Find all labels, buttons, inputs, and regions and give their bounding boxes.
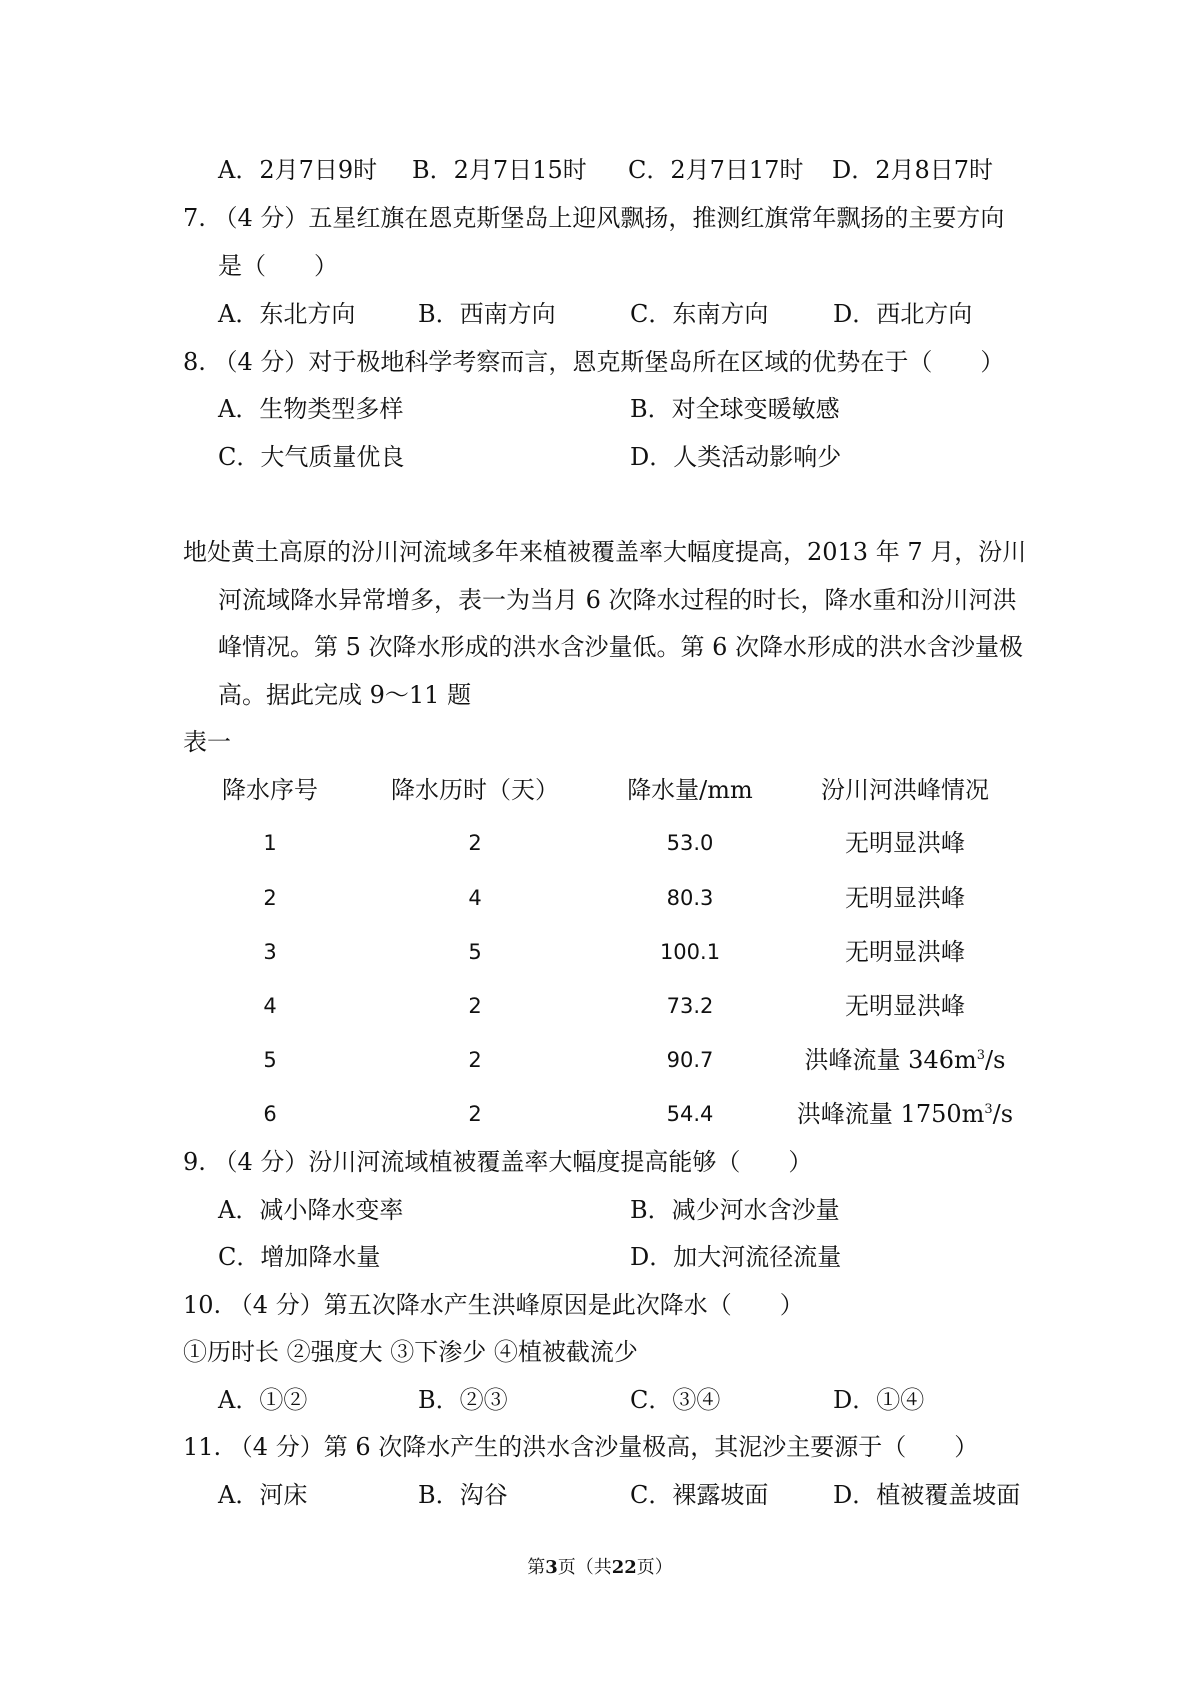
table-header-days: 降水历时（天） (391, 776, 559, 804)
q6-option-d: D．2月8日7时 (832, 156, 994, 184)
row5-flood-prefix: 洪峰流量 346m (804, 1046, 977, 1074)
row4-flood: 无明显洪峰 (845, 992, 965, 1020)
row5-flood-exponent: 3 (976, 1048, 986, 1063)
q10-option-d: D．①④ (833, 1386, 925, 1414)
q11-option-b: B．沟谷 (418, 1481, 508, 1509)
q7-option-a: A．东北方向 (218, 300, 356, 328)
row2-id: 2 (263, 886, 277, 910)
q10-choices: ①历时长 ②强度大 ③下渗少 ④植被截流少 (183, 1338, 638, 1366)
q9-option-b: B．减少河水含沙量 (630, 1196, 840, 1224)
row1-id: 1 (263, 831, 277, 855)
q7-option-d: D．西北方向 (833, 300, 973, 328)
row1-mm: 53.0 (666, 831, 714, 855)
row6-id: 6 (263, 1102, 277, 1126)
row6-mm: 54.4 (666, 1102, 714, 1126)
table-header-flood: 汾川河洪峰情况 (821, 776, 989, 804)
q10-option-b: B．②③ (418, 1386, 508, 1414)
q8-option-c: C．大气质量优良 (218, 443, 405, 471)
row5-flood-suffix: /s (985, 1046, 1006, 1074)
row6-flood-exponent: 3 (984, 1102, 993, 1117)
q6-option-c: C．2月7日17时 (628, 156, 804, 184)
passage-line2: 河流域降水异常增多，表一为当月 6 次降水过程的时长，降水重和汾川河洪 (218, 586, 1017, 614)
row6-days: 2 (468, 1102, 482, 1126)
q6-option-b: B．2月7日15时 (412, 156, 587, 184)
q10-option-a: A．①② (218, 1386, 308, 1414)
row5-days: 2 (468, 1048, 482, 1072)
table-header-mm: 降水量/mm (627, 776, 753, 804)
q7-stem-line1: 7. （4 分）五星红旗在恩克斯堡岛上迎风飘扬，推测红旗常年飘扬的主要方向 (183, 204, 1005, 232)
q7-option-c: C．东南方向 (630, 300, 769, 328)
passage-line3: 峰情况。第 5 次降水形成的洪水含沙量低。第 6 次降水形成的洪水含沙量极 (218, 633, 1024, 661)
q11-option-c: C．裸露坡面 (630, 1481, 769, 1509)
q9-stem: 9. （4 分）汾川河流域植被覆盖率大幅度提高能够（ ） (183, 1148, 813, 1176)
q9-option-d: D．加大河流径流量 (630, 1243, 842, 1271)
table-caption: 表一 (183, 728, 231, 756)
row5-mm: 90.7 (666, 1048, 714, 1072)
footer-total-pages: 22 (611, 1557, 637, 1578)
q9-option-c: C．增加降水量 (218, 1243, 381, 1271)
page-footer (0, 1556, 1200, 1580)
q6-option-a: A．2月7日9时 (218, 156, 378, 184)
q11-stem: 11. （4 分）第 6 次降水产生的洪水含沙量极高，其泥沙主要源于（ ） (183, 1433, 979, 1461)
row5-flood (780, 1044, 1030, 1076)
q10-stem: 10. （4 分）第五次降水产生洪峰原因是此次降水（ ） (183, 1291, 804, 1319)
row4-mm: 73.2 (666, 994, 714, 1018)
footer-prefix: 第 (527, 1557, 546, 1578)
row4-id: 4 (263, 994, 277, 1018)
table-header-id: 降水序号 (222, 776, 318, 804)
passage-line1: 地处黄土高原的汾川河流域多年来植被覆盖率大幅度提高，2013 年 7 月，汾川 (183, 538, 1027, 566)
row1-flood: 无明显洪峰 (845, 829, 965, 857)
row2-mm: 80.3 (666, 886, 714, 910)
q8-option-a: A．生物类型多样 (218, 395, 404, 423)
row6-flood (775, 1098, 1035, 1130)
row1-days: 2 (468, 831, 482, 855)
q7-option-b: B．西南方向 (418, 300, 556, 328)
footer-page-number: 3 (545, 1557, 558, 1578)
row4-days: 2 (468, 994, 482, 1018)
row3-flood: 无明显洪峰 (845, 938, 965, 966)
q8-option-b: B．对全球变暖敏感 (630, 395, 840, 423)
passage-line4: 高。据此完成 9～11 题 (218, 681, 472, 709)
q9-option-a: A．减小降水变率 (218, 1196, 404, 1224)
q7-stem-line2: 是（ ） (218, 252, 338, 280)
row3-mm: 100.1 (659, 940, 721, 964)
row3-days: 5 (468, 940, 482, 964)
q11-option-a: A．河床 (218, 1481, 308, 1509)
q8-stem: 8. （4 分）对于极地科学考察而言，恩克斯堡岛所在区域的优势在于（ ） (183, 348, 1005, 376)
row6-flood-prefix: 洪峰流量 1750m (796, 1100, 985, 1128)
footer-suffix: 页） (636, 1557, 673, 1578)
q8-option-d: D．人类活动影响少 (630, 443, 842, 471)
row5-id: 5 (263, 1048, 277, 1072)
row6-flood-suffix: /s (992, 1100, 1014, 1128)
q11-option-d: D．植被覆盖坡面 (833, 1481, 1021, 1509)
row2-days: 4 (468, 886, 482, 910)
footer-middle: 页（共 (557, 1557, 612, 1578)
row3-id: 3 (263, 940, 277, 964)
row2-flood: 无明显洪峰 (845, 884, 965, 912)
q10-option-c: C．③④ (630, 1386, 721, 1414)
